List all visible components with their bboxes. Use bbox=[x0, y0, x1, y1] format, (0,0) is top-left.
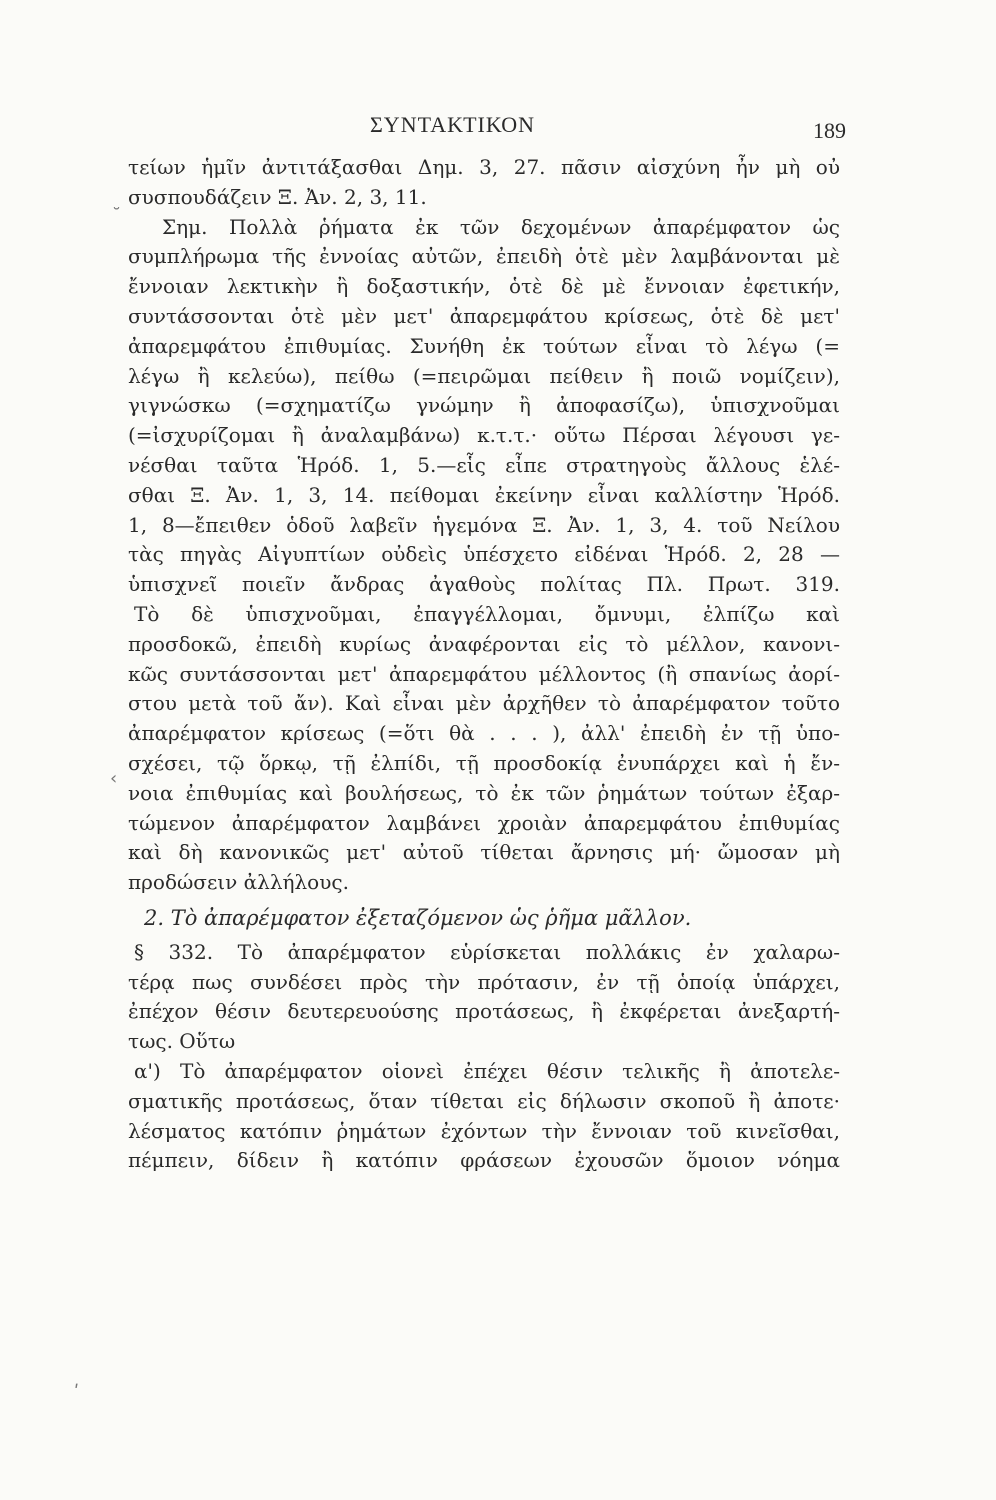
text-line: τέρᾳ πως συνδέσει πρὸς τὴν πρότασιν, ἐν τῇ ὁποίᾳ ὑπάρχει, bbox=[128, 969, 840, 994]
text-line: καὶ δὴ κανονικῶς μετ' αὐτοῦ τίθεται ἄρνησις μή· ὤμοσαν μὴ bbox=[128, 840, 840, 865]
text-line: κῶς συντάσσονται μετ' ἀπαρεμφάτου μέλλοντος (ἢ σπανίως ἀορί- bbox=[128, 661, 840, 686]
text-line: τώμενον ἀπαρέμφατον λαμβάνει χροιὰν ἀπαρεμφάτου ἐπιθυμίας bbox=[128, 810, 840, 835]
text-line: (=ἰσχυρίζομαι ἢ ἀναλαμβάνω) κ.τ.τ.· οὕτω Πέρσαι λέγουσι γε- bbox=[128, 423, 840, 448]
page-header bbox=[0, 112, 996, 152]
text-line: ἀπαρεμφάτου ἐπιθυμίας. Συνήθη ἐκ τούτων εἶναι τὸ λέγω (= bbox=[128, 333, 840, 358]
text-line: σματικῆς προτάσεως, ὅταν τίθεται εἰς δήλωσιν σκοποῦ ἢ ἀποτε· bbox=[128, 1088, 840, 1113]
text-line: τὰς πηγὰς Αἰγυπτίων οὐδεὶς ὑπέσχετο εἰδέναι Ἡρόδ. 2, 28 — bbox=[128, 542, 840, 567]
text-line: στου μετὰ τοῦ ἄν). Καὶ εἶναι μὲν ἀρχῆθεν τὸ ἀπαρέμφατον τοῦτο bbox=[128, 691, 840, 716]
text-line: λέσματος κατόπιν ῥημάτων ἐχόντων τὴν ἔννοιαν τοῦ κινεῖσθαι, bbox=[128, 1118, 840, 1143]
text-line: προσδοκῶ, ἐπειδὴ κυρίως ἀναφέρονται εἰς τὸ μέλλον, κανονι- bbox=[128, 631, 840, 656]
text-line: νοια ἐπιθυμίας καὶ βουλήσεως, τὸ ἐκ τῶν ῥημάτων τούτων ἐξαρ- bbox=[128, 780, 840, 805]
text-line: ἀπαρέμφατον κρίσεως (=ὅτι θὰ . . . ), ἀλλ' ἐπειδὴ ἐν τῇ ὑπο- bbox=[128, 721, 840, 746]
text-line: τως. Οὕτω bbox=[128, 1029, 236, 1054]
text-line: Τὸ δὲ ὑπισχνοῦμαι, ἐπαγγέλλομαι, ὄμνυμι, ἐλπίζω καὶ bbox=[134, 601, 840, 626]
margin-mark-icon: ˘ bbox=[112, 205, 121, 226]
body-text bbox=[128, 153, 840, 1176]
text-line: σθαι Ξ. Ἀν. 1, 3, 14. πείθομαι ἐκείνην εἶναι καλλίστην Ἡρόδ. bbox=[128, 482, 840, 507]
text-line: πέμπειν, δίδειν ἢ κατόπιν φράσεων ἐχουσῶν ὅμοιον νόημα bbox=[128, 1148, 840, 1173]
text-line: προδώσειν ἀλλήλους. bbox=[128, 870, 349, 895]
text-line: συμπλήρωμα τῆς ἐννοίας αὐτῶν, ἐπειδὴ ὁτὲ μὲν λαμβάνονται μὲ bbox=[128, 244, 840, 269]
text-line: τείων ἡμῖν ἀντιτάξασθαι Δημ. 3, 27. πᾶσιν αἰσχύνη ἦν μὴ οὐ bbox=[128, 155, 840, 179]
text-line: συντάσσονται ὁτὲ μὲν μετ' ἀπαρεμφάτου κρίσεως, ὁτὲ δὲ μετ' bbox=[128, 303, 840, 328]
text-line: ἔννοιαν λεκτικὴν ἢ δοξαστικήν, ὁτὲ δὲ μὲ ἔννοιαν ἐφετικήν, bbox=[128, 274, 840, 299]
text-line: σχέσει, τῷ ὅρκῳ, τῇ ἐλπίδι, τῇ προσδοκίᾳ ἐνυπάρχει καὶ ἡ ἔν- bbox=[128, 750, 840, 775]
text-line: λέγω ἢ κελεύω), πείθω (=πειρῶμαι πείθειν ἢ ποιῶ νομίζειν), bbox=[128, 363, 840, 388]
margin-mark-icon: ‹ bbox=[110, 768, 118, 789]
margin-mark-icon: ʹ bbox=[74, 1382, 80, 1403]
text-line: ὑπισχνεῖ ποιεῖν ἄνδρας ἀγαθοὺς πολίτας Πλ. Πρωτ. 319. bbox=[128, 572, 840, 597]
text-line: νέσθαι ταῦτα Ἡρόδ. 1, 5.—εἷς εἶπε στρατηγοὺς ἄλλους ἑλέ- bbox=[128, 452, 840, 477]
text-line: Σημ. Πολλὰ ῥήματα ἐκ τῶν δεχομένων ἀπαρέμφατον ὡς bbox=[162, 214, 840, 239]
text-line: ἐπέχον θέσιν δευτερευούσης προτάσεως, ἢ ἐκφέρεται ἀνεξαρτή- bbox=[128, 999, 840, 1024]
text-line: γιγνώσκω (=σχηματίζω γνώμην ἢ ἀποφασίζω), ὑπισχνοῦμαι bbox=[128, 393, 840, 418]
text-line: 1, 8—ἔπειθεν ὁδοῦ λαβεῖν ἡγεμόνα Ξ. Ἀν. 1, 3, 4. τοῦ Νείλου bbox=[128, 512, 840, 537]
text-line: α') Τὸ ἀπαρέμφατον οἱονεὶ ἐπέχει θέσιν τελικῆς ἢ ἀποτελε- bbox=[134, 1058, 840, 1083]
page-number: 189 bbox=[813, 118, 846, 143]
text-line: συσπουδάζειν Ξ. Ἀν. 2, 3, 11. bbox=[128, 184, 427, 209]
section-heading: 2. Τὸ ἀπαρέμφατον ἐξεταζόμενον ὡς ῥῆμα μᾶλλον. bbox=[144, 905, 692, 930]
text-line: § 332. Τὸ ἀπαρέμφατον εὑρίσκεται πολλάκις ἐν χαλαρω- bbox=[134, 939, 840, 964]
running-title: ΣΥΝΤΑΚΤΙΚΟΝ bbox=[370, 112, 535, 137]
